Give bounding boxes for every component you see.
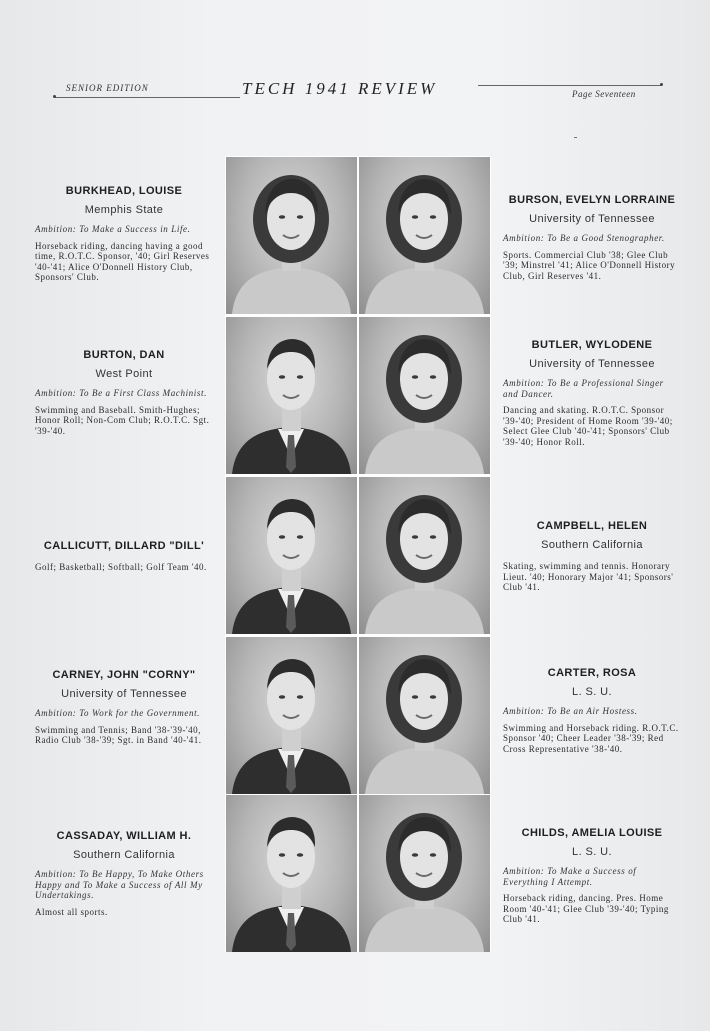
portrait-grid <box>225 156 491 952</box>
student-activities: Swimming and Horseback riding. R.O.T.C. Sponsor '40; Cheer Leader '38-'39; Red Cross Representative '38-'40. <box>503 722 679 754</box>
entry-burton <box>35 349 213 436</box>
student-ambition: Ambition: To Be a First Class Machinist. <box>35 388 207 398</box>
portrait-figure <box>359 795 490 952</box>
portrait-figure <box>226 637 357 794</box>
student-activities: Swimming and Baseball. Smith-Hughes; Honor Roll; Non-Com Club; R.O.T.C. Sgt. '39-'40. <box>35 404 210 436</box>
figure-eye <box>430 375 436 379</box>
student-name: CALLICUTT, DILLARD "DILL' <box>43 540 205 552</box>
student-ambition: Ambition: To Be a Professional Singer and Dancer. <box>503 378 664 399</box>
figure-body <box>365 427 484 474</box>
portrait-figure <box>226 157 357 314</box>
portrait-carter <box>359 637 490 794</box>
entry-butler <box>503 339 681 447</box>
student-name: CAMPBELL, HELEN <box>536 520 648 532</box>
student-name: BURKHEAD, LOUISE <box>65 185 183 197</box>
figure-eye <box>279 535 285 539</box>
header-page-number: Page Seventeen <box>572 89 636 99</box>
entry-burkhead <box>35 185 213 283</box>
figure-body <box>232 267 351 314</box>
student-activities: Horseback riding, dancing. Pres. Home Room '40-'41; Glee Club '39-'40; Typing Club '41. <box>503 893 669 924</box>
portrait-campbell <box>359 477 490 634</box>
entry-cassaday <box>35 830 213 917</box>
student-name: BURTON, DAN <box>83 349 165 361</box>
portrait-callicutt <box>226 477 357 634</box>
entry-carter <box>503 667 681 754</box>
student-name: CARTER, ROSA <box>547 667 637 679</box>
student-ambition: Ambition: To Work for the Government. <box>35 708 201 718</box>
portrait-figure <box>359 477 490 634</box>
entry-callicutt <box>35 540 213 573</box>
student-ambition: Ambition: To Be a Good Stenographer. <box>503 233 665 243</box>
header-title: TECH 1941 REVIEW <box>242 79 438 98</box>
entry-campbell <box>503 520 681 593</box>
figure-eye <box>412 695 418 699</box>
figure-eye <box>430 695 436 699</box>
figure-eye <box>279 215 285 219</box>
portrait-burkhead <box>226 157 357 314</box>
figure-body <box>365 587 484 634</box>
figure-body <box>365 747 484 794</box>
figure-eye <box>279 695 285 699</box>
portrait-figure <box>359 637 490 794</box>
portrait-figure <box>359 157 490 314</box>
portrait-burton <box>226 317 357 474</box>
student-activities: Almost all sports. <box>35 906 108 917</box>
portrait-figure <box>226 317 357 474</box>
student-activities: Horseback riding, dancing having a good time, R.O.T.C. Sponsor, '40; Girl Reserves '40-'41; Alice O'Donnell History Club, Sponsors' Club. <box>35 240 210 282</box>
student-ambition: Ambition: To Make a Success in Life. <box>35 224 191 234</box>
entry-childs <box>503 827 681 925</box>
entry-carney <box>35 669 213 746</box>
student-activities: Sports. Commercial Club '38; Glee Club '39; Minstrel '41; Alice O'Donnell History Club, Girl Reserves '41. <box>503 249 676 281</box>
student-school: Memphis State <box>84 204 164 216</box>
student-name: BURSON, EVELYN LORRAINE <box>508 194 676 206</box>
student-name: BUTLER, WYLODENE <box>531 339 653 351</box>
student-school: West Point <box>95 368 153 380</box>
figure-body <box>365 905 484 952</box>
portrait-butler <box>359 317 490 474</box>
student-school: Southern California <box>541 539 643 551</box>
student-school: University of Tennessee <box>61 688 187 700</box>
student-activities: Skating, swimming and tennis. Honorary Lieut. '40; Honorary Major '41; Sponsors' Club '41. <box>503 561 674 592</box>
figure-eye <box>430 215 436 219</box>
figure-eye <box>297 853 303 857</box>
figure-eye <box>412 853 418 857</box>
student-name: CASSADAY, WILLIAM H. <box>56 830 192 842</box>
entry-burson <box>503 194 681 281</box>
figure-eye <box>297 215 303 219</box>
figure-eye <box>412 535 418 539</box>
student-activities: Swimming and Tennis; Band '38-'39-'40, Radio Club '38-'39; Sgt. in Band '40-'41. <box>35 724 202 745</box>
portrait-figure <box>359 317 490 474</box>
header-dot-right <box>660 83 663 86</box>
header-dot-left <box>53 95 56 98</box>
header-rule-right <box>478 85 661 86</box>
portrait-cassaday <box>226 795 357 952</box>
student-ambition: Ambition: To Be an Air Hostess. <box>503 706 638 716</box>
student-name: CARNEY, JOHN "CORNY" <box>52 669 196 681</box>
student-ambition: Ambition: To Make a Success of Everything I Attempt. <box>503 866 637 887</box>
page-mark <box>574 137 577 138</box>
portrait-burson <box>359 157 490 314</box>
figure-eye <box>297 375 303 379</box>
header-rule-left <box>54 97 240 98</box>
figure-eye <box>279 853 285 857</box>
figure-eye <box>297 535 303 539</box>
student-activities: Dancing and skating. R.O.T.C. Sponsor '39-'40; President of Home Room '39-'40; Select Glee Club '40-'41; Sponsors' Club '39-'40; Honor Roll. <box>503 405 673 447</box>
student-activities: Golf; Basketball; Softball; Golf Team '40. <box>35 562 207 572</box>
student-school: Southern California <box>73 849 175 861</box>
student-school: University of Tennessee <box>529 213 655 225</box>
student-school: L. S. U. <box>572 846 612 858</box>
portrait-figure <box>226 477 357 634</box>
figure-body <box>365 267 484 314</box>
portrait-carney <box>226 637 357 794</box>
portrait-figure <box>226 795 357 952</box>
figure-eye <box>297 695 303 699</box>
figure-eye <box>430 853 436 857</box>
student-school: L. S. U. <box>572 686 612 698</box>
figure-eye <box>412 375 418 379</box>
figure-eye <box>279 375 285 379</box>
student-school: University of Tennessee <box>529 358 655 370</box>
portrait-childs <box>359 795 490 952</box>
student-name: CHILDS, AMELIA LOUISE <box>521 827 663 839</box>
figure-eye <box>430 535 436 539</box>
header-edition: SENIOR EDITION <box>66 83 149 93</box>
figure-eye <box>412 215 418 219</box>
student-ambition: Ambition: To Be Happy, To Make Others Happy and To Make a Success of All My Undertakings. <box>35 869 204 900</box>
